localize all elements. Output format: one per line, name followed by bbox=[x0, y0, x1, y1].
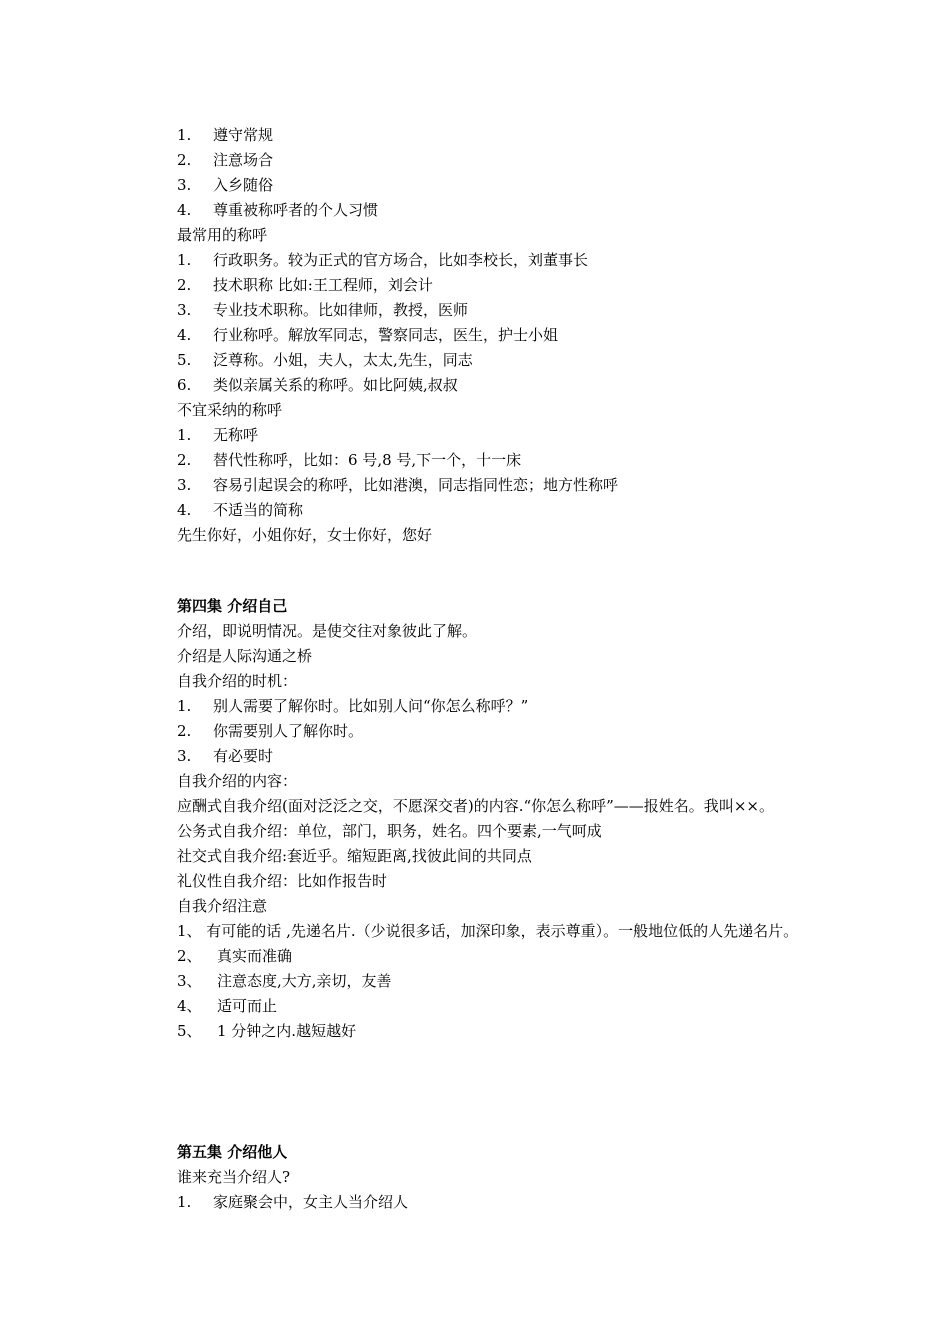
forms-of-address-section bbox=[145, 123, 810, 548]
list-item: 1. 家庭聚会中，女主人当介绍人 bbox=[177, 1193, 409, 1211]
section-four bbox=[145, 594, 810, 1044]
list-item: 1. 遵守常规 bbox=[177, 126, 274, 144]
list-item: 3. 容易引起误会的称呼，比如港澳，同志指同性恋；地方性称呼 bbox=[177, 476, 619, 494]
subsection-title: 自我介绍注意 bbox=[177, 897, 268, 915]
subsection-title: 自我介绍的内容： bbox=[177, 772, 298, 790]
list-item: 2. 技术职称 比如:王工程师，刘会计 bbox=[177, 276, 433, 294]
subsection-title: 不宜采纳的称呼 bbox=[177, 401, 283, 419]
subsection-title: 自我介绍的时机： bbox=[177, 672, 298, 690]
list-item: 3. 有必要时 bbox=[177, 747, 274, 765]
paragraph: 公务式自我介绍：单位，部门，职务，姓名。四个要素,一气呵成 bbox=[177, 822, 602, 840]
list-item: 6. 类似亲属关系的称呼。如比阿姨,叔叔 bbox=[177, 376, 458, 394]
list-item: 4. 行业称呼。解放军同志，警察同志，医生，护士小姐 bbox=[177, 326, 559, 344]
list-item: 2. 你需要别人了解你时。 bbox=[177, 722, 364, 740]
list-item: 4. 尊重被称呼者的个人习惯 bbox=[177, 201, 379, 219]
list-item: 5. 泛尊称。小姐，夫人，太太,先生，同志 bbox=[177, 351, 473, 369]
closing-line: 先生你好，小姐你好，女士你好，您好 bbox=[177, 526, 433, 544]
paragraph: 谁来充当介绍人? bbox=[177, 1168, 291, 1186]
list-item: 3、 注意态度,大方,亲切，友善 bbox=[177, 972, 392, 990]
list-item: 4. 不适当的简称 bbox=[177, 501, 304, 519]
section-heading: 第五集 介绍他人 bbox=[177, 1143, 288, 1161]
list-item: 2. 替代性称呼，比如：6 号,8 号,下一个，十一床 bbox=[177, 451, 522, 469]
list-item: 1. 无称呼 bbox=[177, 426, 259, 444]
list-item: 5、 1 分钟之内.越短越好 bbox=[177, 1022, 357, 1040]
list-item: 2. 注意场合 bbox=[177, 151, 274, 169]
subsection-title: 最常用的称呼 bbox=[177, 226, 268, 244]
paragraph: 介绍，即说明情况。是使交往对象彼此了解。 bbox=[177, 622, 478, 640]
paragraph: 礼仪性自我介绍：比如作报告时 bbox=[177, 872, 388, 890]
paragraph: 介绍是人际沟通之桥 bbox=[177, 647, 313, 665]
section-heading: 第四集 介绍自己 bbox=[177, 597, 288, 615]
list-item: 3. 专业技术职称。比如律师，教授，医师 bbox=[177, 301, 469, 319]
list-item: 4、 适可而止 bbox=[177, 997, 278, 1015]
paragraph: 应酬式自我介绍(面对泛泛之交，不愿深交者)的内容.“你怎么称呼”——报姓名。我叫××。 bbox=[177, 797, 774, 815]
list-item: 1. 别人需要了解你时。比如别人问“你怎么称呼？” bbox=[177, 697, 529, 715]
paragraph: 1、 有可能的话 ,先递名片.（少说很多话，加深印象，表示尊重）。一般地位低的人先递名片。 bbox=[177, 922, 799, 940]
list-item: 1. 行政职务。较为正式的官方场合，比如李校长，刘董事长 bbox=[177, 251, 589, 269]
section-five bbox=[145, 1140, 810, 1215]
paragraph: 社交式自我介绍:套近乎。缩短距离,找彼此间的共同点 bbox=[177, 847, 532, 865]
list-item: 2、 真实而准确 bbox=[177, 947, 293, 965]
list-item: 3. 入乡随俗 bbox=[177, 176, 274, 194]
